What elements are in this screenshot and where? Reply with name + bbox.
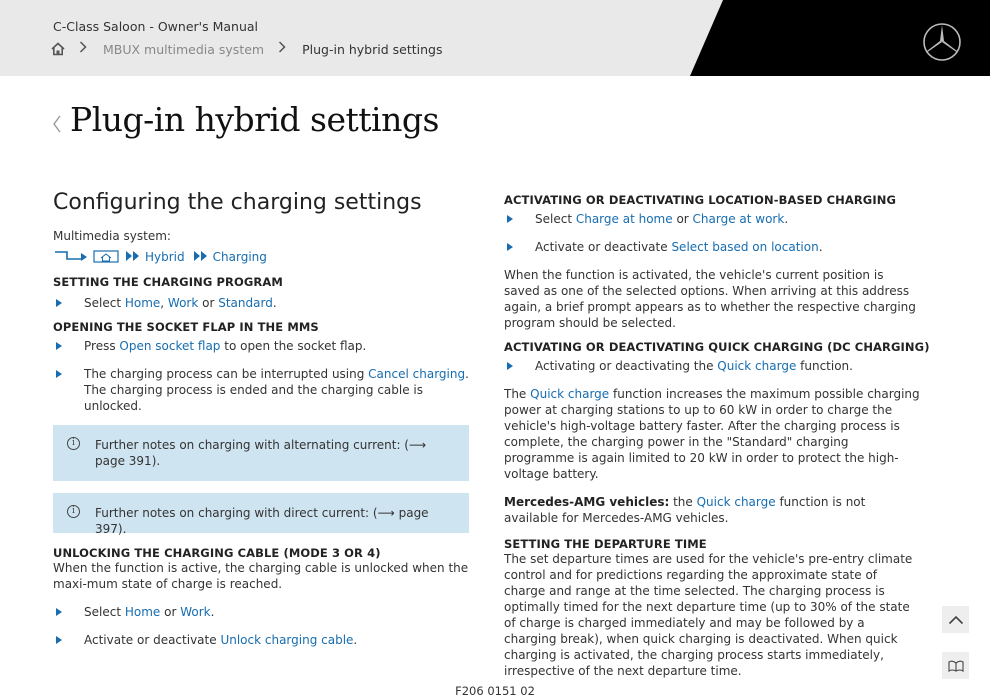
subsection-title: OPENING THE SOCKET FLAP IN THE MMS bbox=[53, 320, 319, 334]
instruction-bullet bbox=[504, 211, 920, 227]
bullet-text: Activate or deactivate bbox=[535, 240, 672, 254]
manual-title: C-Class Saloon - Owner's Manual bbox=[53, 19, 258, 34]
chevron-right-icon bbox=[79, 41, 89, 57]
bullet-arrow-icon bbox=[56, 608, 62, 616]
mercedes-star-logo bbox=[922, 22, 962, 62]
open-socket-flap-link[interactable]: Open socket flap bbox=[119, 339, 221, 353]
subsection-title: ACTIVATING OR DEACTIVATING LOCATION-BASED CHARGING bbox=[504, 193, 896, 207]
option-work[interactable]: Work bbox=[167, 296, 199, 310]
figure-code: F206 0151 02 bbox=[455, 684, 535, 698]
bullet-text: or bbox=[198, 296, 219, 310]
right-column bbox=[504, 193, 930, 679]
system-label: Multimedia system: bbox=[53, 229, 171, 243]
bullet-text: . bbox=[272, 296, 277, 310]
chevron-up-icon bbox=[948, 615, 964, 625]
bullet-text: or bbox=[672, 212, 693, 226]
paragraph bbox=[504, 386, 920, 482]
bullet-text: function. bbox=[796, 359, 853, 373]
paragraph-text: The bbox=[504, 387, 531, 401]
instruction-bullet bbox=[53, 366, 469, 414]
navigation-path bbox=[53, 249, 469, 265]
header-bar bbox=[0, 0, 990, 76]
unlock-charging-cable-link[interactable]: Unlock charging cable bbox=[220, 633, 354, 647]
quick-charge-link[interactable]: Quick charge bbox=[696, 495, 776, 509]
paragraph bbox=[504, 494, 920, 526]
option-home[interactable]: Home bbox=[124, 296, 161, 310]
paragraph-text: the bbox=[669, 495, 697, 509]
option-home[interactable]: Home bbox=[124, 605, 161, 619]
instruction-bullet bbox=[53, 632, 469, 648]
subsection-title: SETTING THE CHARGING PROGRAM bbox=[53, 275, 283, 289]
info-icon: i bbox=[67, 437, 80, 450]
bullet-text: Select bbox=[84, 296, 125, 310]
instruction-bullet bbox=[53, 295, 469, 311]
subsection-title: SETTING THE DEPARTURE TIME bbox=[504, 537, 707, 551]
paragraph: The set departure times are used for the vehicle's pre-entry climate control and for predictions regarding the approximate state of charge and range at the time selected. The charging process is optimally timed for the next departure time (up to 30% of the state of charge is charged immediately and may be followed by a charging break), when quick charging is deactivated. When quick charging is activated, the charging process starts immediately, irrespective of the next departure time. bbox=[504, 552, 913, 678]
amg-label: Mercedes-AMG vehicles: bbox=[504, 495, 670, 509]
instruction-bullet bbox=[53, 338, 469, 354]
charge-at-work-link[interactable]: Charge at work bbox=[692, 212, 785, 226]
bullet-text: Select bbox=[535, 212, 576, 226]
select-based-on-location-link[interactable]: Select based on location bbox=[671, 240, 819, 254]
nav-hybrid[interactable]: Hybrid bbox=[145, 250, 185, 264]
bullet-arrow-icon bbox=[56, 370, 62, 378]
arrow-path-icon bbox=[53, 249, 89, 266]
breadcrumb-item-mbux[interactable]: MBUX multimedia system bbox=[103, 41, 265, 57]
bullet-arrow-icon bbox=[507, 215, 513, 223]
info-note bbox=[53, 425, 469, 481]
bullet-text: Press bbox=[84, 339, 120, 353]
quick-charge-link[interactable]: Quick charge bbox=[717, 359, 797, 373]
bullet-arrow-icon bbox=[56, 636, 62, 644]
bullet-text: The charging process can be interrupted using bbox=[84, 367, 369, 381]
scroll-to-top-button[interactable] bbox=[942, 606, 969, 633]
bullet-text: Activating or deactivating the bbox=[535, 359, 718, 373]
paragraph-text: function increases the maximum possible charging power at charging stations to up to 60 kW in order to charge the vehicle's high-voltage battery faster. After the charging process is complete, the charging power in the "Standard" charging programme is again limited to 20 kW in order to protect the high-voltage battery. bbox=[504, 387, 920, 481]
instruction-bullet bbox=[504, 358, 920, 374]
bullet-arrow-icon bbox=[56, 342, 62, 350]
instruction-bullet bbox=[504, 239, 920, 255]
subsection-title: ACTIVATING OR DEACTIVATING QUICK CHARGING (DC CHARGING) bbox=[504, 340, 930, 354]
bullet-arrow-icon bbox=[56, 299, 62, 307]
note-text: Further notes on charging with alternating current: (⟶ page 391). bbox=[95, 438, 427, 468]
bullet-text: Activate or deactivate bbox=[84, 633, 221, 647]
instruction-bullet bbox=[53, 604, 469, 620]
bullet-text: . bbox=[818, 240, 823, 254]
bullet-text: or bbox=[160, 605, 181, 619]
cancel-charging-link[interactable]: Cancel charging bbox=[368, 367, 466, 381]
page-title: Plug-in hybrid settings bbox=[70, 100, 439, 139]
paragraph: When the function is activated, the vehicle's current position is saved as one of the selected options. When arriving at this address again, a brief prompt appears as to whether the respective charging program should be selected. bbox=[504, 268, 916, 330]
bullet-text: . bbox=[353, 633, 358, 647]
glossary-button[interactable] bbox=[942, 652, 969, 679]
info-icon: i bbox=[67, 505, 80, 518]
option-work[interactable]: Work bbox=[180, 605, 211, 619]
back-chevron-icon[interactable] bbox=[50, 110, 64, 138]
nav-charging[interactable]: Charging bbox=[212, 250, 267, 264]
breadcrumb bbox=[51, 41, 442, 57]
paragraph-text: function is not available for Mercedes-AMG vehicles. bbox=[504, 495, 866, 525]
bullet-text: . bbox=[784, 212, 789, 226]
option-standard[interactable]: Standard bbox=[218, 296, 273, 310]
home-icon[interactable] bbox=[51, 42, 65, 56]
bullet-arrow-icon bbox=[507, 362, 513, 370]
info-note bbox=[53, 493, 469, 536]
paragraph: When the function is active, the charging cable is unlocked when the maxi-mum state of charge is reached. bbox=[53, 561, 469, 591]
double-chevron-icon bbox=[125, 250, 141, 265]
bullet-text: to open the socket flap. bbox=[220, 339, 367, 353]
bullet-text: Select bbox=[84, 605, 125, 619]
note-text: Further notes on charging with direct current: (⟶ page 397). bbox=[95, 506, 429, 536]
quick-charge-link[interactable]: Quick charge bbox=[530, 387, 610, 401]
book-icon bbox=[948, 660, 964, 672]
bullet-text: , bbox=[160, 296, 168, 310]
bullet-text: . The charging process is ended and the charging cable is unlocked. bbox=[84, 367, 469, 413]
double-chevron-icon bbox=[193, 250, 209, 265]
section-heading: Configuring the charging settings bbox=[53, 190, 422, 215]
chevron-right-icon bbox=[278, 41, 288, 57]
home-screen-icon bbox=[93, 249, 119, 266]
charge-at-home-link[interactable]: Charge at home bbox=[575, 212, 673, 226]
bullet-arrow-icon bbox=[507, 243, 513, 251]
breadcrumb-item-current: Plug-in hybrid settings bbox=[302, 41, 443, 57]
left-column bbox=[53, 190, 469, 648]
bullet-text: . bbox=[210, 605, 215, 619]
subsection-title: UNLOCKING THE CHARGING CABLE (MODE 3 OR 4) bbox=[53, 546, 381, 560]
